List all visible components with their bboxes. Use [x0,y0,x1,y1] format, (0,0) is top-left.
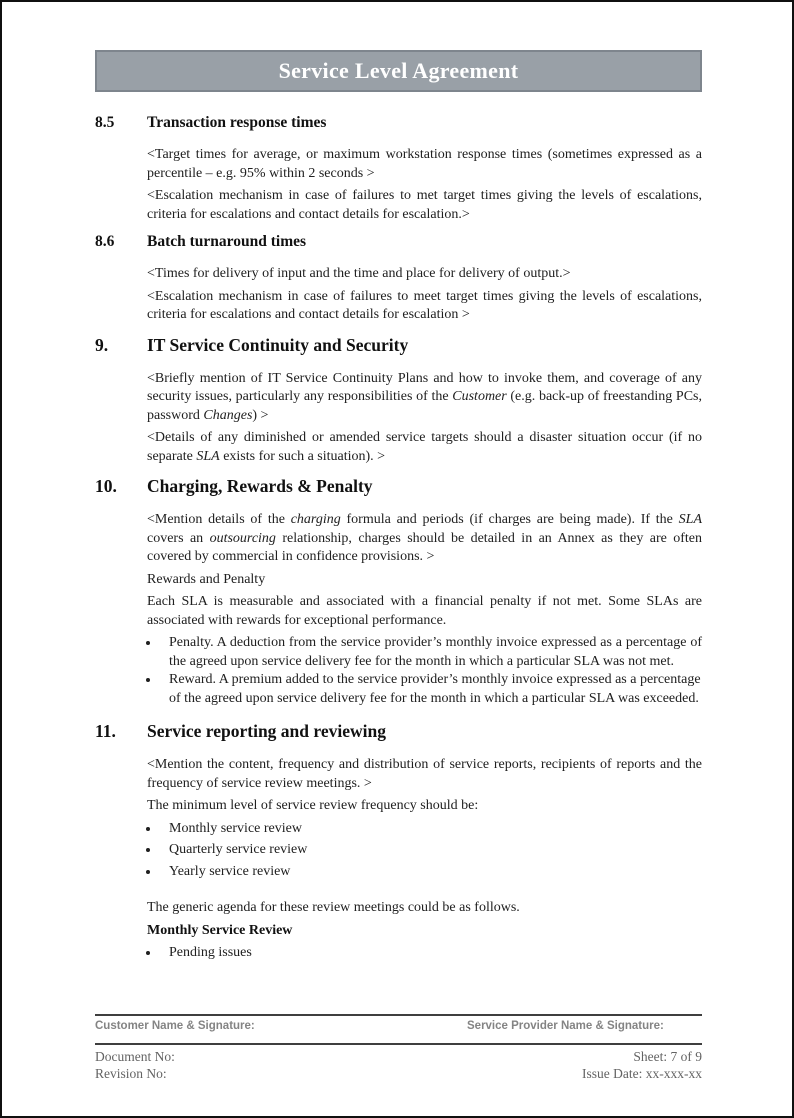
section-heading-text: Transaction response times [147,114,327,131]
text-run: <Target times for average, or maximum workstation response times (sometimes expressed as a percentile – e.g. 95% within 2 seconds > [147,147,702,181]
paragraph [147,429,702,466]
text-run: The minimum level of service review frequency should be: [147,798,479,813]
text-run: <Escalation mechanism in case of failures to meet target times giving the levels of escalations, criteria for escalations and contact details for escalation > [147,288,702,322]
text-run: relationship, charges should be detailed in an Annex as they are often covered by commercial in confidence provisions. > [147,530,702,564]
text-run-italic: Customer [452,389,507,404]
section-8-6 [95,233,702,325]
sheet-number: Sheet: 7 of 9 [633,1049,702,1064]
text-run: <Mention details of the [147,512,291,527]
text-run: Reward. A premium added to the service provider’s monthly invoice expressed as a percentage of the agreed upon service delivery fee for the month in which a particular SLA was exceeded. [169,672,701,706]
bullet-item [160,671,702,708]
text-run: covers an [147,530,210,546]
review-frequency-list [147,820,702,882]
text-run: Penalty. A deduction from the service provider’s monthly invoice expressed as a percentage of the agreed upon service delivery fee for the month in which a particular SLA was not met. [169,635,702,669]
text-run: <Details of any diminished or amended service targets should a disaster situation occur (if no separate [147,430,702,464]
issue-date: Issue Date: xx-xxx-xx [582,1066,702,1081]
paragraph [147,899,702,918]
text-run: Each SLA is measurable and associated with a financial penalty if not met. Some SLAs are associated with rewards for exceptional performance. [147,594,702,628]
section-heading [95,721,702,742]
text-run: exists for such a situation). > [219,448,386,464]
text-run: <Mention the content, frequency and distribution of service reports, recipients of reports and the frequency of service review meetings. > [147,757,702,791]
revision-no-label: Revision No: [95,1066,167,1081]
paragraph [147,797,702,816]
text-run-italic: outsourcing [209,530,276,546]
bullet-item [160,863,702,882]
paragraph [147,146,702,183]
document-body [95,106,702,963]
document-info-row [95,1043,702,1082]
section-heading-text: IT Service Continuity and Security [147,334,409,355]
section-number: 10. [95,476,117,496]
section-9 [95,335,702,467]
text-run-italic: SLA [678,512,702,527]
section-heading-text: Service reporting and reviewing [147,721,386,741]
text-run: <Escalation mechanism in case of failures to met target times giving the levels of escalations, criteria for escalations and contact details for escalation.> [147,188,702,222]
text-run: formula and periods (if charges are being made). If the [340,512,679,527]
bullet-item [160,634,702,671]
bullet-item [160,944,702,963]
provider-signature-label: Service Provider Name & Signature: [467,1020,664,1032]
text-run: Monthly service review [169,820,302,836]
text-run: (e.g. back-up of freestanding PCs, password [147,389,702,423]
paragraph [147,288,702,325]
section-10 [95,476,702,708]
customer-signature-label: Customer Name & Signature: [95,1020,255,1032]
subsection-title [147,922,702,941]
subsection-title [147,571,702,590]
text-run: ) > [252,407,269,423]
paragraph [147,265,702,284]
section-number: 8.5 [95,114,115,131]
document-info-right [582,1048,702,1082]
section-number: 9. [95,334,109,355]
bullet-item [160,841,702,860]
paragraph [147,187,702,224]
document-no-label: Document No: [95,1049,175,1064]
text-run: <Briefly mention of IT Service Continuity Plans and how to invoke them, and coverage of any security issues, particularly any responsibilities of the [147,370,702,404]
paragraph [147,593,702,630]
section-11 [95,721,702,963]
section-heading-text: Batch turnaround times [147,233,307,250]
section-heading [95,233,702,251]
signature-row [95,1014,702,1032]
text-run: <Times for delivery of input and the time and place for delivery of output.> [147,266,571,281]
section-heading [95,114,702,132]
text-run: Monthly Service Review [147,922,293,938]
text-run: The generic agenda for these review meetings could be as follows. [147,900,520,915]
monthly-review-list [147,944,702,963]
section-number: 11. [95,721,116,741]
text-run-italic: Changes [203,407,253,423]
text-run: Rewards and Penalty [147,571,266,587]
penalty-reward-list [147,634,702,708]
paragraph [147,756,702,793]
text-run-italic: charging [290,512,341,527]
text-run-italic: SLA [196,448,220,464]
page-footer [95,1014,702,1082]
paragraph [147,370,702,426]
document-info-left [95,1048,175,1082]
text-run: Pending issues [169,945,252,960]
section-8-5 [95,114,702,224]
paragraph [147,511,702,567]
section-heading [95,476,702,497]
section-heading [95,335,702,356]
text-run: Yearly service review [169,863,291,879]
bullet-item [160,820,702,839]
title-banner [95,50,702,92]
section-heading-text: Charging, Rewards & Penalty [147,476,373,496]
section-number: 8.6 [95,233,115,250]
page-title: Service Level Agreement [278,58,519,83]
text-run: Quarterly service review [169,842,308,857]
